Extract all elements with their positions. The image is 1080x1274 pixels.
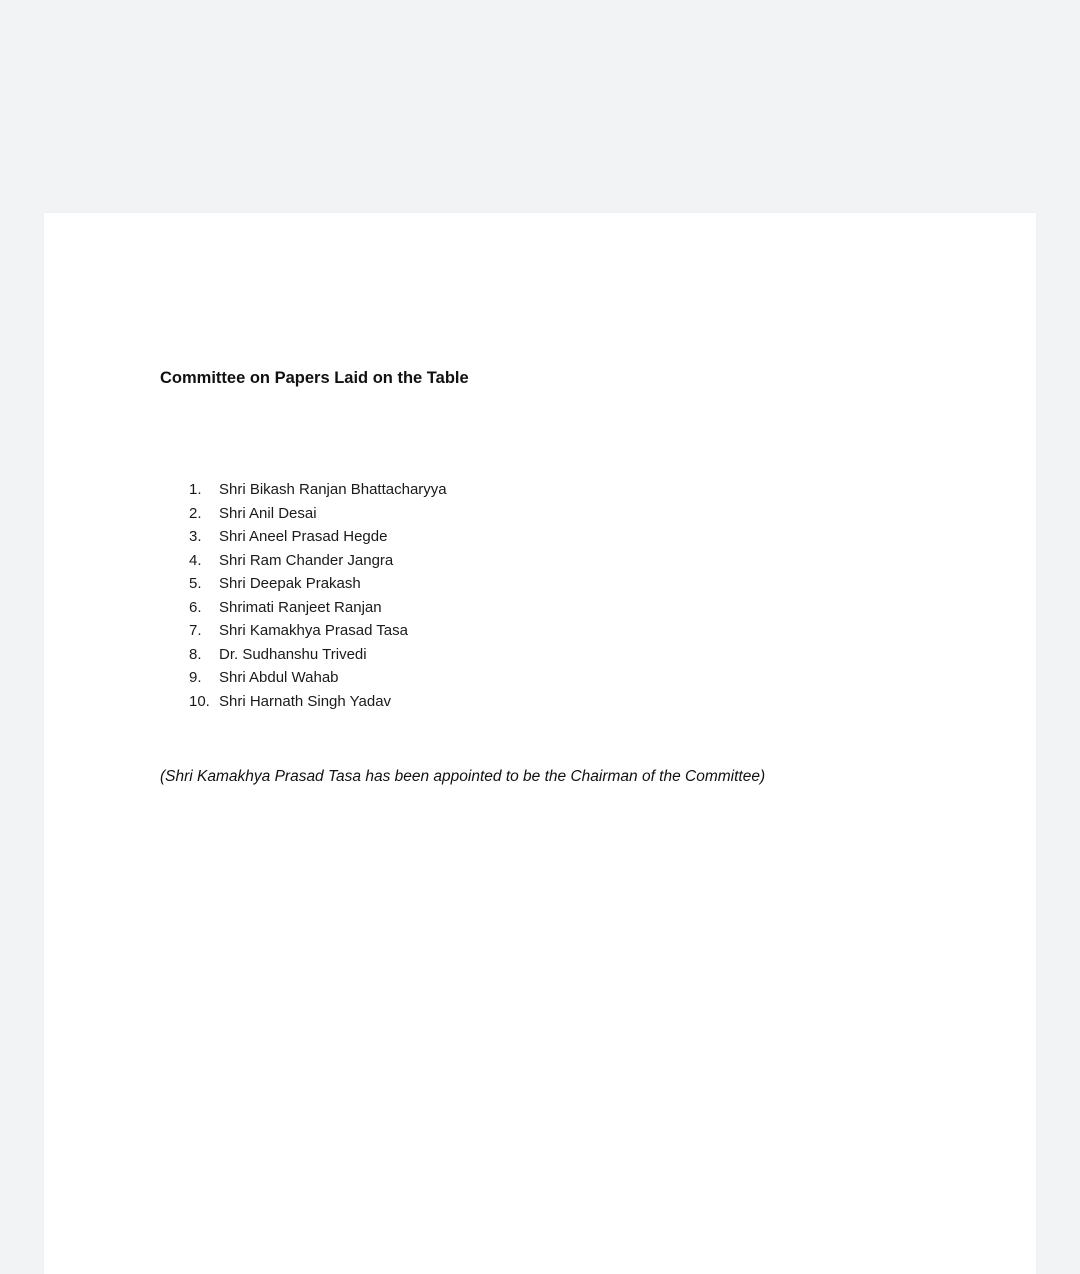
member-name: Dr. Sudhanshu Trivedi xyxy=(219,645,367,663)
member-number: 10. xyxy=(189,692,210,710)
list-item xyxy=(189,552,447,576)
list-item xyxy=(189,669,447,693)
member-name: Shri Ram Chander Jangra xyxy=(219,551,394,569)
document-page xyxy=(44,213,1036,1274)
document-title: Committee on Papers Laid on the Table xyxy=(160,369,469,387)
member-name: Shri Abdul Wahab xyxy=(219,669,339,686)
member-number: 9. xyxy=(189,669,202,686)
member-number: 5. xyxy=(189,575,202,592)
member-number: 6. xyxy=(189,598,202,616)
member-name: Shri Aneel Prasad Hegde xyxy=(219,528,388,545)
list-item xyxy=(189,481,447,505)
member-name: Shrimati Ranjeet Ranjan xyxy=(219,598,382,616)
list-item xyxy=(189,599,447,623)
member-name: Shri Deepak Prakash xyxy=(219,575,361,592)
list-item xyxy=(189,693,447,717)
list-item xyxy=(189,646,447,670)
member-name: Shri Bikash Ranjan Bhattacharyya xyxy=(219,481,447,498)
list-item xyxy=(189,575,447,599)
member-number: 4. xyxy=(189,551,202,569)
member-number: 1. xyxy=(189,481,202,498)
list-item xyxy=(189,622,447,646)
member-name: Shri Harnath Singh Yadav xyxy=(219,692,392,710)
member-number: 8. xyxy=(189,645,202,663)
member-number: 3. xyxy=(189,528,202,545)
member-number: 2. xyxy=(189,504,202,522)
member-list xyxy=(189,481,447,716)
member-name: Shri Anil Desai xyxy=(219,504,317,522)
member-number: 7. xyxy=(189,622,202,639)
member-name: Shri Kamakhya Prasad Tasa xyxy=(219,622,408,639)
chairman-note: (Shri Kamakhya Prasad Tasa has been appointed to be the Chairman of the Committee) xyxy=(160,768,766,785)
list-item xyxy=(189,528,447,552)
list-item xyxy=(189,505,447,529)
